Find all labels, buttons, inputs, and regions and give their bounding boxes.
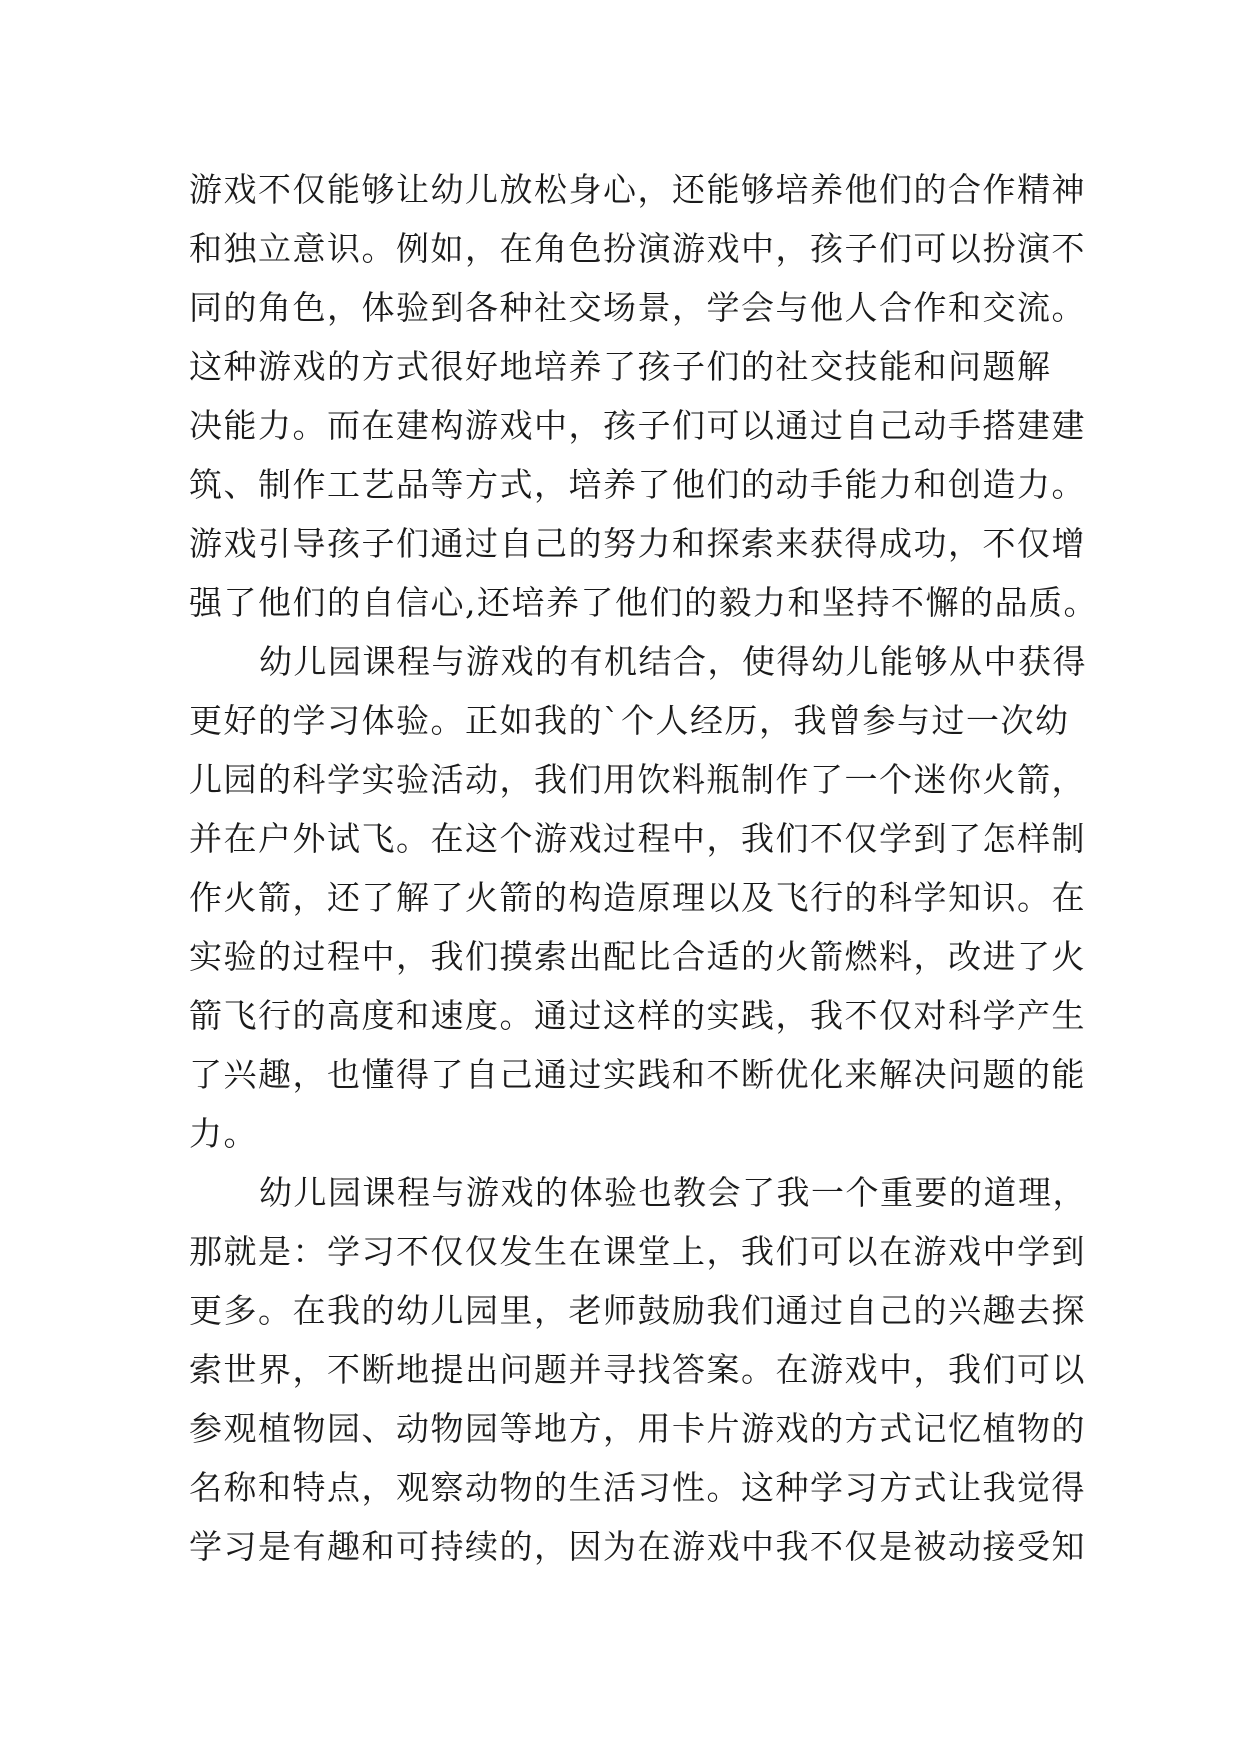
text-line: 作火箭，还了解了火箭的构造原理以及飞行的科学知识。在 (189, 878, 1086, 917)
text-line: 箭飞行的高度和速度。通过这样的实践，我不仅对科学产生 (189, 996, 1086, 1035)
text-line: 儿园的科学实验活动，我们用饮料瓶制作了一个迷你火箭， (189, 760, 1086, 799)
text-line: 同的角色，体验到各种社交场景，学会与他人合作和交流。 (189, 288, 1086, 327)
text-line: 了兴趣，也懂得了自己通过实践和不断优化来解决问题的能 (189, 1055, 1086, 1094)
text-line: 名称和特点，观察动物的生活习性。这种学习方式让我觉得 (189, 1468, 1086, 1507)
body-text (189, 160, 1098, 1576)
text-line: 力。 (189, 1114, 258, 1153)
paragraph-start-line: 幼儿园课程与游戏的有机结合，使得幼儿能够从中获得 (259, 642, 1087, 681)
text-line: 这种游戏的方式很好地培养了孩子们的社交技能和问题解 (189, 347, 1052, 386)
text-line: 索世界，不断地提出问题并寻找答案。在游戏中，我们可以 (189, 1350, 1086, 1389)
paragraph-start-line: 幼儿园课程与游戏的体验也教会了我一个重要的道理， (259, 1173, 1087, 1212)
text-line: 更多。在我的幼儿园里，老师鼓励我们通过自己的兴趣去探 (189, 1291, 1086, 1330)
text-line: 更好的学习体验。正如我的`个人经历，我曾参与过一次幼 (189, 701, 1070, 740)
text-line: 和独立意识。例如，在角色扮演游戏中，孩子们可以扮演不 (189, 229, 1086, 268)
text-line: 筑、制作工艺品等方式，培养了他们的动手能力和创造力。 (189, 465, 1086, 504)
text-line: 实验的过程中，我们摸索出配比合适的火箭燃料，改进了火 (189, 937, 1086, 976)
text-line: 学习是有趣和可持续的，因为在游戏中我不仅是被动接受知 (189, 1527, 1086, 1566)
text-line: 那就是：学习不仅仅发生在课堂上，我们可以在游戏中学到 (189, 1232, 1086, 1271)
text-line: 强了他们的自信心,还培养了他们的毅力和坚持不懈的品质。 (189, 583, 1098, 622)
text-line: 决能力。而在建构游戏中，孩子们可以通过自己动手搭建建 (189, 406, 1086, 445)
text-line: 参观植物园、动物园等地方，用卡片游戏的方式记忆植物的 (189, 1409, 1086, 1448)
text-line: 游戏引导孩子们通过自己的努力和探索来获得成功，不仅增 (189, 524, 1086, 563)
text-line: 游戏不仅能够让幼儿放松身心，还能够培养他们的合作精神 (189, 170, 1086, 209)
text-line: 并在户外试飞。在这个游戏过程中，我们不仅学到了怎样制 (189, 819, 1086, 858)
